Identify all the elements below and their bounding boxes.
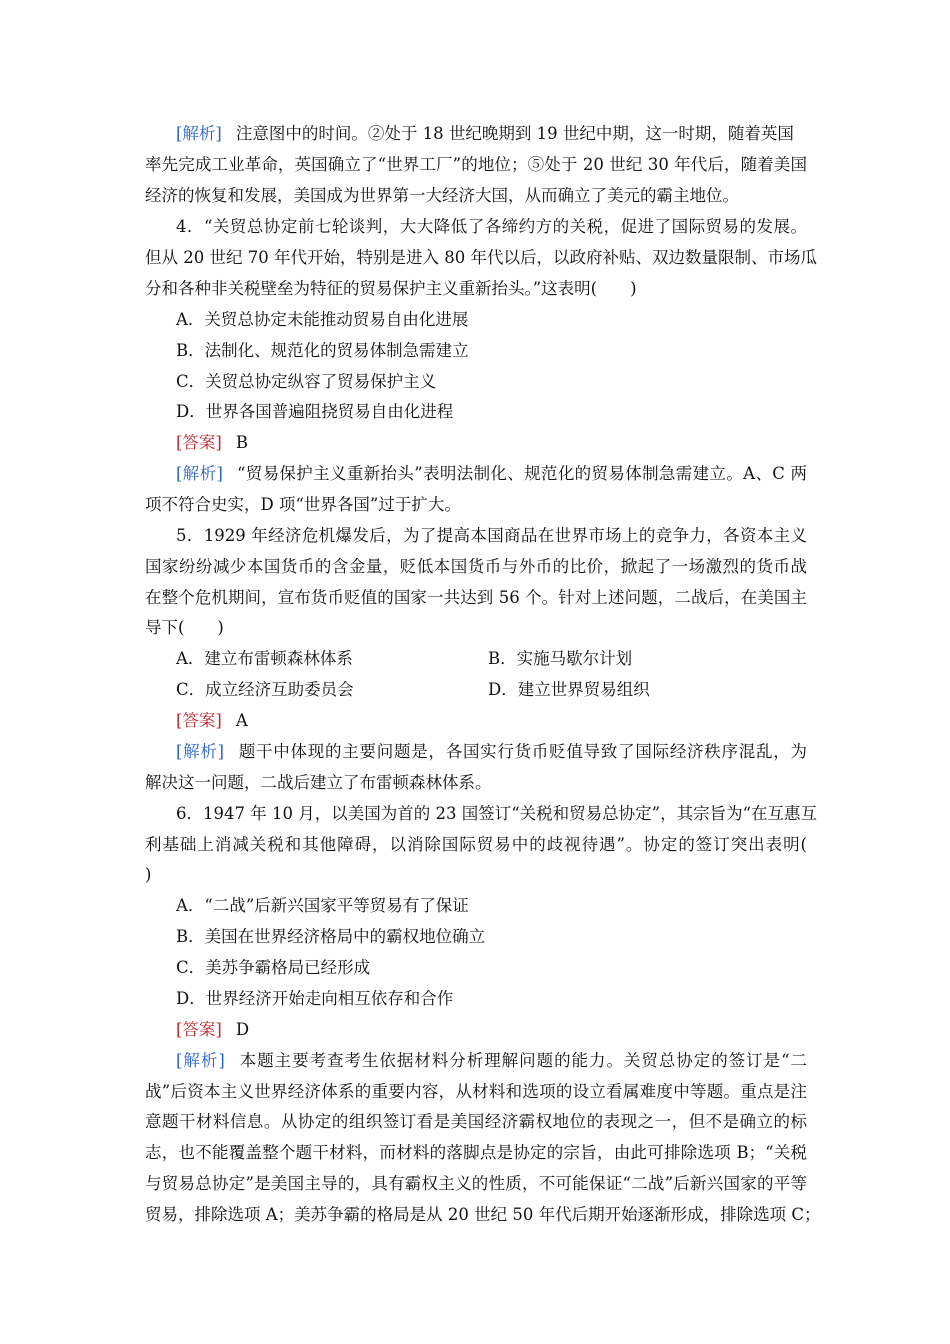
q5-analysis-line-2: 解决这一问题，二战后建立了布雷顿森林体系。 (145, 773, 492, 792)
q4-option-d: D．世界各国普遍阻挠贸易自由化进程 (176, 402, 454, 421)
q5-option-b: B．实施马歇尔计划 (488, 649, 633, 668)
answer-label: [答案] (176, 433, 222, 452)
q4-stem-line-3: 分和各种非关税壁垒为特征的贸易保护主义重新抬头。”这表明( ) (145, 279, 637, 298)
q6-analysis-line-1: [解析] 本题主要考查考生依据材料分析理解问题的能力。关贸总协定的签订是“二 (176, 1051, 807, 1070)
q6-option-c: C．美苏争霸格局已经形成 (176, 958, 371, 977)
q4-analysis-line-1: [解析] “贸易保护主义重新抬头”表明法制化、规范化的贸易体制急需建立。A、C 两 (176, 464, 808, 483)
q4-analysis-line-2: 项不符合史实，D 项“世界各国”过于扩大。 (145, 495, 461, 514)
q5-stem-line-1: 5．1929 年经济危机爆发后，为了提高本国商品在世界市场上的竞争力，各资本主义 (176, 526, 807, 545)
q6-option-d: D．世界经济开始走向相互依存和合作 (176, 989, 454, 1008)
analysis-label: [解析] (176, 464, 223, 483)
q6-option-a: A．“二战”后新兴国家平等贸易有了保证 (176, 896, 469, 915)
q6-analysis-line-5: 与贸易总协定”是美国主导的，具有霸权主义的性质，不可能保证“二战”后新兴国家的平等 (145, 1174, 807, 1193)
answer-label: [答案] (176, 1020, 222, 1039)
q5-option-a: A．建立布雷顿森林体系 (176, 649, 353, 668)
q6-analysis-line-6: 贸易，排除选项 A；美苏争霸的格局是从 20 世纪 50 年代后期开始逐渐形成，排除选项 C； (145, 1205, 821, 1224)
q5-option-c: C．成立经济互助委员会 (176, 680, 354, 699)
q5-answer (176, 705, 807, 736)
q6-stem-line-1: 6．1947 年 10 月，以美国为首的 23 国签订“关税和贸易总协定”，其宗旨为“在互惠互 (176, 804, 818, 823)
q5-stem-line-4: 导下( ) (145, 618, 224, 637)
q6-analysis-line-3: 意题干材料信息。从协定的组织签订看是美国经济霸权地位的表现之一，但不是确立的标 (145, 1112, 807, 1131)
q6-answer-value: D (235, 1020, 250, 1039)
q5-option-d: D．建立世界贸易组织 (488, 680, 650, 699)
q5-options-row-2 (176, 674, 807, 705)
analysis-label: [解析] (176, 124, 222, 143)
q6-analysis-line-4: 志，也不能覆盖整个题干材料，而材料的落脚点是协定的宗旨，由此可排除选项 B；“关税 (145, 1143, 807, 1162)
analysis-3-line-1: [解析] 注意图中的时间。②处于 18 世纪晚期到 19 世纪中期，这一时期，随着英国 (176, 124, 794, 143)
q4-option-b: B．法制化、规范化的贸易体制急需建立 (176, 341, 469, 360)
q4-stem-line-1: 4．“关贸总协定前七轮谈判，大大降低了各缔约方的关税，促进了国际贸易的发展。 (176, 217, 807, 236)
q6-stem-line-2: 利基础上消减关税和其他障碍，以消除国际贸易中的歧视待遇”。协定的签订突出表明( (145, 835, 807, 854)
q5-stem-line-3: 在整个危机期间，宣布货币贬值的国家一共达到 56 个。针对上述问题，二战后，在美国主 (145, 588, 807, 607)
answer-label: [答案] (176, 711, 222, 730)
q4-option-c: C．关贸总协定纵容了贸易保护主义 (176, 372, 437, 391)
q5-analysis-line-1: [解析] 题干中体现的主要问题是，各国实行货币贬值导致了国际经济秩序混乱，为 (176, 742, 807, 761)
q6-answer (176, 1014, 807, 1045)
analysis-3-line-3: 经济的恢复和发展，美国成为世界第一大经济大国，从而确立了美元的霸主地位。 (145, 186, 739, 205)
q5-answer-value: A (235, 711, 248, 730)
q4-answer-value: B (235, 433, 249, 452)
q4-answer (176, 427, 807, 458)
analysis-3-line-2: 率先完成工业革命，英国确立了“世界工厂”的地位；⑤处于 20 世纪 30 年代后，随着美国 (145, 155, 807, 174)
q4-option-a: A．关贸总协定未能推动贸易自由化进展 (176, 310, 469, 329)
q4-stem-line-2: 但从 20 世纪 70 年代开始，特别是进入 80 年代以后，以政府补贴、双边数量限制、市场瓜 (145, 248, 817, 267)
analysis-label: [解析] (176, 742, 225, 761)
q5-stem-line-2: 国家纷纷减少本国货币的含金量，贬低本国货币与外币的比价，掀起了一场激烈的货币战 (145, 557, 807, 576)
q6-analysis-line-2: 战”后资本主义世界经济体系的重要内容，从材料和选项的设立看属难度中等题。重点是注 (145, 1082, 807, 1101)
q5-options-row-1 (176, 643, 807, 674)
q6-option-b: B．美国在世界经济格局中的霸权地位确立 (176, 927, 486, 946)
q6-stem-line-3: ) (145, 865, 152, 884)
analysis-label: [解析] (176, 1051, 225, 1070)
